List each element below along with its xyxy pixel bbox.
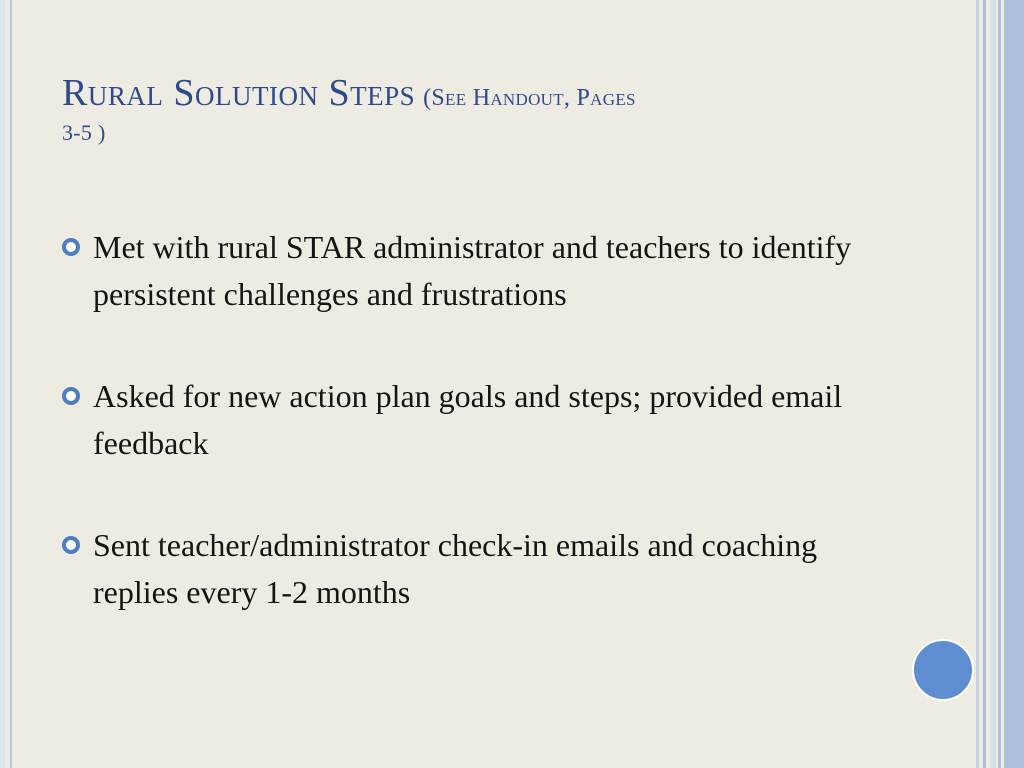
left-border-line — [10, 0, 12, 768]
bullet-item — [62, 373, 882, 467]
slide-title — [62, 74, 922, 144]
right-border-stripe — [998, 0, 1001, 768]
right-border-stripe — [983, 0, 986, 768]
hollow-circle-bullet-icon — [62, 387, 80, 405]
slide-title-subtitle: (See Handout, Pages — [423, 85, 636, 111]
bullet-text: Sent teacher/administrator check-in emails and coaching replies every 1-2 months — [93, 527, 818, 610]
bullet-item — [62, 224, 882, 318]
left-edge-band — [0, 0, 5, 768]
bullet-item — [62, 522, 882, 616]
slide-title-subtitle-continued: 3-5 ) — [62, 120, 106, 145]
blue-circle-decoration-icon — [912, 639, 974, 701]
slide-title-main: Rural Solution Steps — [62, 72, 416, 114]
right-border-stripe — [990, 0, 996, 768]
right-border-stripe — [976, 0, 979, 768]
bullet-text: Asked for new action plan goals and steps; provided email feedback — [93, 378, 843, 461]
bullet-text: Met with rural STAR administrator and teachers to identify persistent challenges and frustrations — [93, 229, 852, 312]
bullet-list — [62, 224, 882, 616]
hollow-circle-bullet-icon — [62, 536, 80, 554]
right-border-stripe — [1004, 0, 1024, 768]
hollow-circle-bullet-icon — [62, 238, 80, 256]
